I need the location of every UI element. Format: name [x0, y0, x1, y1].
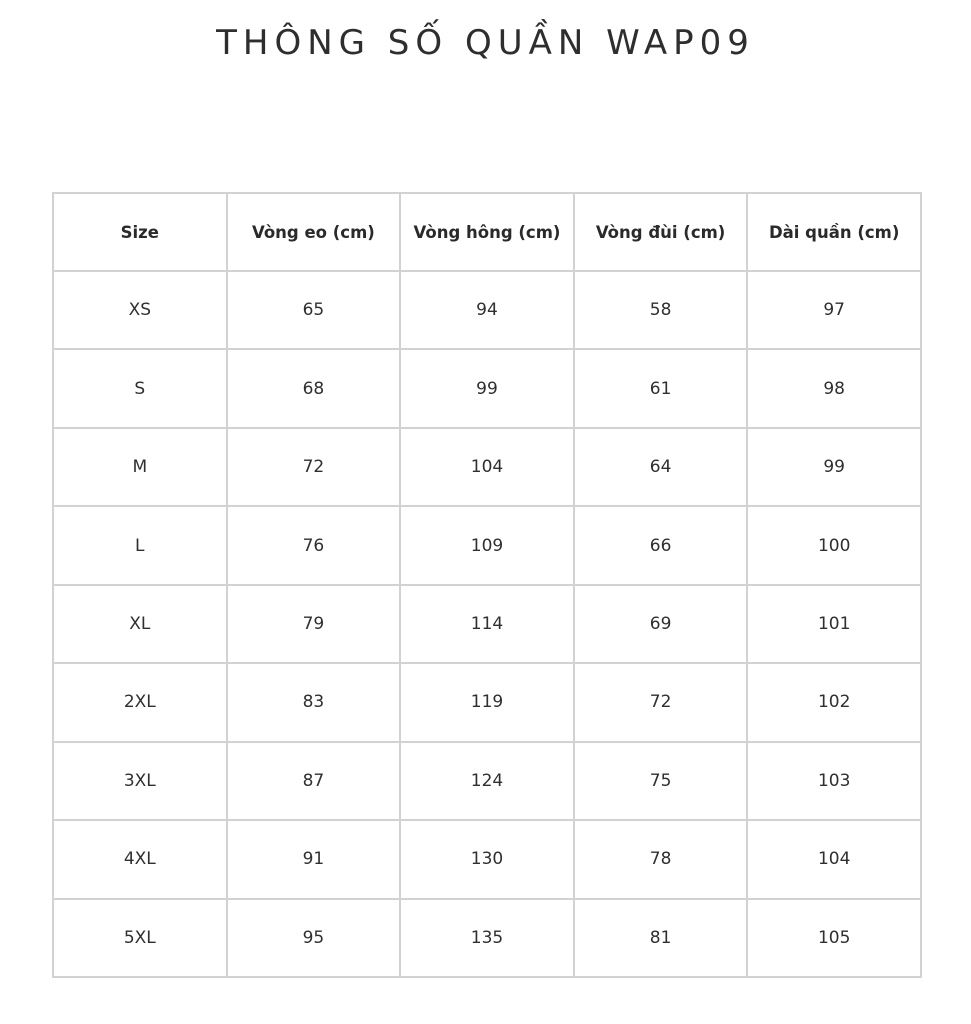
cell-hip: 114 [400, 585, 574, 663]
cell-thigh: 78 [574, 820, 748, 898]
cell-length: 104 [747, 820, 921, 898]
cell-length: 101 [747, 585, 921, 663]
cell-thigh: 81 [574, 899, 748, 978]
cell-thigh: 58 [574, 271, 748, 349]
size-chart-table [52, 192, 922, 978]
cell-hip: 94 [400, 271, 574, 349]
cell-length: 105 [747, 899, 921, 978]
cell-size: M [53, 428, 227, 506]
cell-waist: 72 [227, 428, 401, 506]
table-row [53, 506, 921, 584]
cell-waist: 91 [227, 820, 401, 898]
header-length: Dài quần (cm) [747, 193, 921, 271]
cell-thigh: 61 [574, 349, 748, 427]
table-row [53, 585, 921, 663]
cell-length: 100 [747, 506, 921, 584]
cell-waist: 95 [227, 899, 401, 978]
table-row [53, 663, 921, 741]
cell-size: XS [53, 271, 227, 349]
table-row [53, 820, 921, 898]
cell-waist: 68 [227, 349, 401, 427]
header-hip: Vòng hông (cm) [400, 193, 574, 271]
cell-length: 102 [747, 663, 921, 741]
cell-size: 5XL [53, 899, 227, 978]
cell-size: S [53, 349, 227, 427]
table-row [53, 899, 921, 978]
header-waist: Vòng eo (cm) [227, 193, 401, 271]
cell-waist: 65 [227, 271, 401, 349]
cell-thigh: 66 [574, 506, 748, 584]
cell-thigh: 69 [574, 585, 748, 663]
cell-size: 4XL [53, 820, 227, 898]
cell-thigh: 64 [574, 428, 748, 506]
cell-hip: 99 [400, 349, 574, 427]
cell-waist: 83 [227, 663, 401, 741]
cell-hip: 135 [400, 899, 574, 978]
header-size: Size [53, 193, 227, 271]
cell-size: 2XL [53, 663, 227, 741]
cell-size: XL [53, 585, 227, 663]
table-header [53, 193, 921, 271]
cell-hip: 119 [400, 663, 574, 741]
cell-hip: 130 [400, 820, 574, 898]
table-row [53, 349, 921, 427]
table-row [53, 742, 921, 820]
cell-size: L [53, 506, 227, 584]
cell-size: 3XL [53, 742, 227, 820]
table-body [53, 271, 921, 977]
cell-waist: 79 [227, 585, 401, 663]
cell-thigh: 72 [574, 663, 748, 741]
header-thigh: Vòng đùi (cm) [574, 193, 748, 271]
cell-waist: 87 [227, 742, 401, 820]
cell-hip: 124 [400, 742, 574, 820]
cell-length: 98 [747, 349, 921, 427]
page-title: THÔNG SỐ QUẦN WAP09 [216, 23, 755, 63]
cell-length: 103 [747, 742, 921, 820]
cell-length: 99 [747, 428, 921, 506]
cell-length: 97 [747, 271, 921, 349]
table-row [53, 271, 921, 349]
header-row [53, 193, 921, 271]
table-row [53, 428, 921, 506]
cell-hip: 109 [400, 506, 574, 584]
cell-waist: 76 [227, 506, 401, 584]
cell-hip: 104 [400, 428, 574, 506]
cell-thigh: 75 [574, 742, 748, 820]
